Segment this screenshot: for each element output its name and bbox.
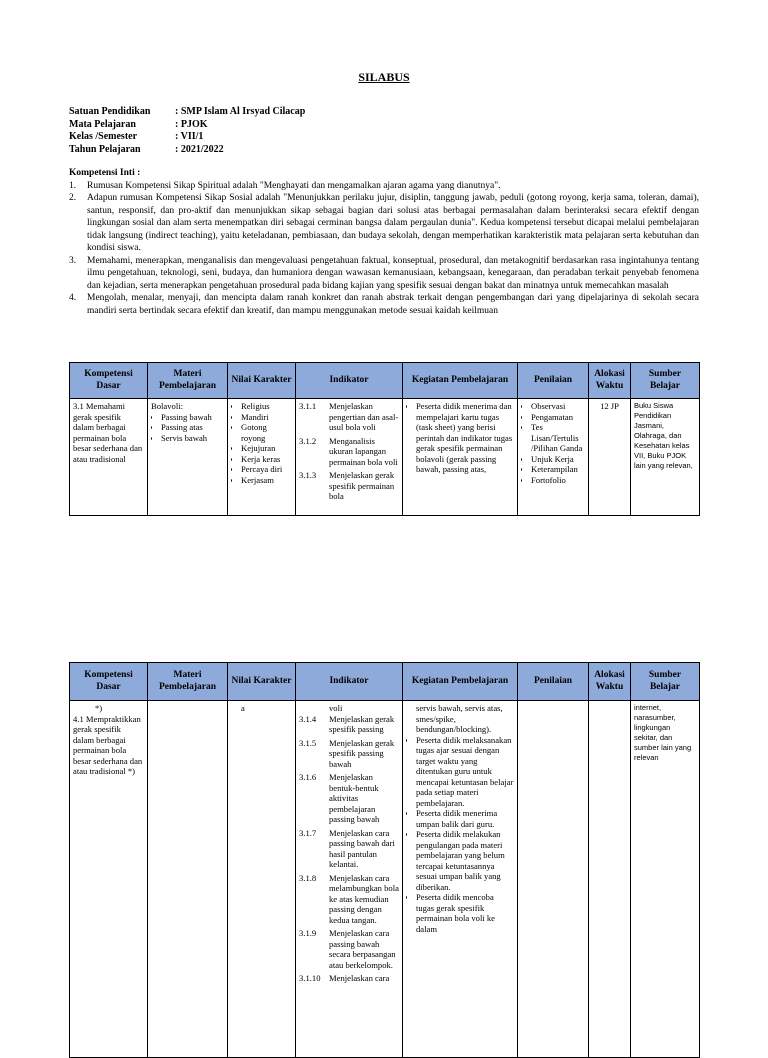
meta-row [69,106,305,119]
meta-value: : 2021/2022 [175,143,224,155]
alokasi-cell [589,701,631,1058]
identity-block [69,106,305,156]
indicator-item [299,873,399,926]
header-kegiatan: Kegiatan Pembelajaran [403,363,518,399]
list-item: • Fortofolio [531,475,585,486]
header-alokasi: Alokasi Waktu [589,663,631,701]
meta-label: Kelas /Semester [69,131,138,142]
nilai-cell [228,701,296,1058]
list-item: • Servis bawah [161,433,224,444]
header-materi: Materi Pembelajaran [148,363,228,399]
indicator-item [299,401,399,433]
meta-value: : VII/1 [175,131,204,142]
nilai-list [231,401,292,485]
indicator-code: 3.1.9 [299,928,317,938]
header-alokasi: Alokasi Waktu [589,363,631,399]
header-nilai-karakter: Nilai Karakter [228,663,296,701]
penilaian-list [521,401,585,485]
ki-item [69,292,699,317]
list-item: • Pengamatan [531,412,585,423]
kd-cell [70,399,148,516]
indicator-code: 3.1.6 [299,772,317,782]
penilaian-cell [518,399,589,516]
header-penilaian: Penilaian [518,363,589,399]
syllabus-table-2 [69,662,700,1058]
kegiatan-list [406,401,514,475]
materi-list [151,412,224,444]
header-penilaian: Penilaian [518,663,589,701]
ki-item [69,255,699,293]
indicator-text: Menjelaskan gerak spesifik passing [329,713,395,734]
list-item: • Observasi [531,401,585,412]
indicator-item [299,738,399,770]
indicator-code: 3.1.2 [299,435,317,446]
indicator-item [299,772,399,825]
indicator-item [299,470,399,502]
indicator-text: Menjelaskan cara [329,973,390,983]
ki-item [69,180,699,193]
kegiatan-list [406,735,514,935]
materi-title: Bolavoli: [151,401,183,411]
indicator-item [299,828,399,870]
indicator-code: 3.1.10 [299,973,321,983]
indicator-code: 3.1.5 [299,737,317,748]
header-kompetensi-dasar: Kompetensi Dasar [70,663,148,701]
list-item: • Peserta didik melaksanakan tugas ajar sesuai dengan target waktu yang ditentukan guru untuk mencapai ketuntasan belajar pada setiap materi pembelajaran. [416,735,514,809]
list-item: • Peserta didik menerima dan mempelajari kartu tugas (task sheet) yang berisi perintah dan indikator tugas gerak spesifik permainan bolavoli (gerak passing bawah, passing atas, [416,401,514,475]
alokasi-text: 12 JP [600,401,619,411]
table-header-row [70,663,700,701]
list-item: • Keterampilan [531,464,585,475]
list-item: • Kerjasam [241,475,292,486]
ki-number: 2. [69,193,77,203]
indikator-cell [296,399,403,516]
header-sumber: Sumber Belajar [631,663,700,701]
list-item: • Peserta didik mencoba tugas gerak spesifik permainan bola voli ke dalam [416,892,514,934]
indicator-text: Menjelaskan cara passing bawah secara berpasangan atau berkelompok. [329,928,396,970]
ki-text: Rumusan Kompetensi Sikap Spiritual adalah "Menghayati dan mengamalkan ajaran agama yang dianutnya". [87,180,501,191]
alokasi-cell [589,399,631,516]
kegiatan-cell [403,701,518,1058]
meta-label: Mata Pelajaran [69,118,136,130]
indicator-text: Menganalisis ukuran lapangan permainan bola voli [329,435,398,467]
indicator-code: 3.1.7 [299,827,317,838]
nilai-text: a [241,703,245,713]
list-item: • Peserta didik melakukan pengulangan pada materi pembelajaran yang belum tercapai ketuntasannya sesuai umpan balik yang diberikan. [416,829,514,892]
sumber-cell [631,701,700,1058]
ki-text: Adapun rumusan Kompetensi Sikap Sosial adalah "Menunjukkan perilaku jujur, disiplin, tanggung jawab, peduli (gotong royong, kerja sama, toleran, damai), santun, responsif, dan pro-aktif dan menunjukkan sikap sebagai bagian dari solusi atas berbagai permasalahan dalam berinteraksi secara efektif dengan lingkungan sosial dan alam serta menempatkan diri sebagai cerminan bangsa dalam pergaulan dunia". Kedua kompetensi tersebut dicapai melalui pembelajaran tidak langsung (indirect teaching), yaitu keteladanan, pembiasaan, dan budaya sekolah, dengan memperhatikan karakteristik mata pelajaran serta kebutuhan dan kondisi siswa. [87,193,699,253]
indicator-text: Menjelaskan bentuk-bentuk aktivitas pembelajaran passing bawah [329,772,380,824]
meta-row [69,131,305,144]
nilai-cell [228,399,296,516]
ki-item [69,192,699,255]
sumber-text: internet, narasumber, lingkungan sekitar, dan sumber lain yang relevan [634,703,692,762]
penilaian-cell [518,701,589,1058]
kegiatan-cell [403,399,518,516]
ki-heading: Kompetensi Inti : [69,168,141,178]
indikator-cell [296,701,403,1058]
meta-row [69,144,305,157]
header-kompetensi-dasar: Kompetensi Dasar [70,363,148,399]
kegiatan-text: servis bawah, servis atas, smes/spike, bendungan/blocking). [416,703,503,734]
header-nilai-karakter: Nilai Karakter [228,363,296,399]
sumber-text: Buku Siswa Pendidikan Jasmani, Olahraga, dan Kesehatan kelas VII, Buku PJOK lain yang relevan, [634,401,693,470]
ki-number: 3. [69,255,77,266]
header-indikator: Indikator [296,363,403,399]
meta-value: : PJOK [175,118,208,130]
list-item: • Percaya diri [241,464,292,475]
indicator-text: Menjelaskan gerak spesifik passing bawah [329,737,395,769]
indicator-text: Menjelaskan cara melambungkan bola ke atas kemudian passing dengan kedua tangan. [329,872,399,925]
list-item: • Kerja keras [241,454,292,465]
indicator-item [299,436,399,468]
list-item: • Gotong royong [241,422,292,443]
indicator-item [299,928,399,970]
indicator-code: 3.1.4 [299,713,317,724]
indicator-code: 3.1.8 [299,872,317,883]
ki-number: 4. [69,293,77,303]
kd-note: *) [95,703,103,713]
indicator-text: Menjelaskan pengertian dan asal-usul bola voli [329,401,399,432]
ki-list [69,180,699,318]
list-item: • Kejujuran [241,443,292,454]
list-item: • Mandiri [241,412,292,423]
header-kegiatan: Kegiatan Pembelajaran [403,663,518,701]
indicator-text: voli [329,703,343,713]
list-item: • Peserta didik menerima umpan balik dari guru. [416,808,514,829]
indicator-text: Menjelaskan cara passing bawah dari hasil pantulan kelantai. [329,827,395,869]
list-item: • Unjuk Kerja [531,454,585,465]
table-row [70,701,700,1058]
kd-cell [70,701,148,1058]
header-materi: Materi Pembelajaran [148,663,228,701]
syllabus-table-1 [69,362,700,516]
sumber-cell [631,399,700,516]
page-title: SILABUS [358,70,410,84]
table-row [70,399,700,516]
meta-row [69,119,305,132]
ki-text: Mengolah, menalar, menyaji, dan mencipta dalam ranah konkret dan ranah abstrak terkait dengan pengembangan dari yang dipelajarinya di sekolah secara mandiri serta bertindak secara efektif dan kreatif, dan mampu menggunakan metode sesuai kaidah keilmuan [87,293,699,316]
meta-label: Satuan Pendidikan [69,106,151,117]
kd-text: 4.1 Mempraktikkan gerak spesifik dalam berbagai permainan bola besar sederhana dan atau tradisional *) [73,713,143,776]
list-item: • Tes Lisan/Tertulis /Pilihan Ganda [531,422,585,454]
header-sumber: Sumber Belajar [631,363,700,399]
header-indikator: Indikator [296,663,403,701]
table-header-row [70,363,700,399]
list-item: • Passing atas [161,422,224,433]
list-item: • Religius [241,401,292,412]
ki-text: Memahami, menerapkan, menganalisis dan mengevaluasi pengetahuan faktual, konseptual, prosedural, dan metakognitif berdasarkan rasa ingintahunya tentang ilmu pengetahuan, teknologi, seni, budaya, dan humaniora dengan wawasan kemanusiaan, kebangsaan, kenegaraan, dan peradaban terkait penyebab fenomena dan kejadian, serta menerapkan pengetahuan prosedural pada bidang kajian yang spesifik sesuai dengan bakat dan minatnya untuk memecahkan masalah [87,255,699,291]
ki-number: 1. [69,180,77,191]
kd-text: 3.1 Memahami gerak spesifik dalam berbagai permainan bola besar sederhana dan atau tradisional [73,401,143,464]
meta-value: : SMP Islam Al Irsyad Cilacap [175,106,306,117]
core-competencies [69,167,699,317]
materi-cell [148,701,228,1058]
indicator-code: 3.1.1 [299,401,317,411]
indicator-item [299,973,399,984]
materi-cell [148,399,228,516]
indicator-item [299,714,399,735]
list-item: • Passing bawah [161,412,224,423]
meta-label: Tahun Pelajaran [69,143,141,155]
indicator-code: 3.1.3 [299,470,317,480]
indicator-text: Menjelaskan gerak spesifik permainan bola [329,470,395,501]
